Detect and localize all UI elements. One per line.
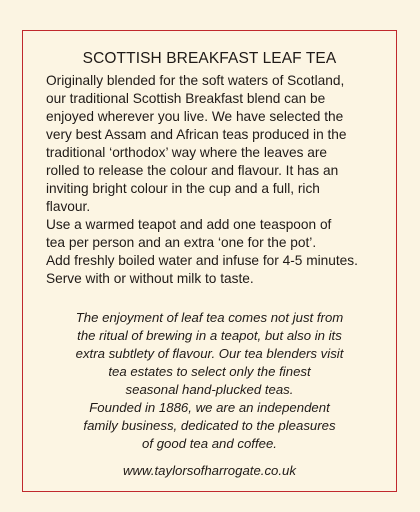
story-line: the ritual of brewing in a teapot, but also in its <box>77 328 342 343</box>
description-line: inviting bright colour in the cup and a full, rich <box>46 181 320 196</box>
instruction-line: tea per person and an extra ‘one for the pot’. <box>46 235 317 250</box>
story-line: seasonal hand-plucked teas. <box>125 382 294 397</box>
description-line: enjoyed wherever you live. We have selected the <box>46 109 344 124</box>
description-line: flavour. <box>46 199 91 214</box>
tea-label-panel <box>22 30 397 492</box>
instruction-line: Add freshly boiled water and infuse for 4-5 minutes. <box>46 253 358 268</box>
story-line: family business, dedicated to the pleasures <box>83 418 336 433</box>
description-line: our traditional Scottish Breakfast blend can be <box>46 91 326 106</box>
description-line: rolled to release the colour and flavour. It has an <box>46 163 339 178</box>
description-line: traditional ‘orthodox’ way where the leaves are <box>46 145 328 160</box>
story-line: extra subtlety of flavour. Our tea blenders visit <box>75 346 344 361</box>
product-title: SCOTTISH BREAKFAST LEAF TEA <box>82 50 337 67</box>
description-line: Originally blended for the soft waters of Scotland, <box>46 73 345 88</box>
description-line: very best Assam and African teas produced in the <box>46 127 347 142</box>
story-line: tea estates to select only the finest <box>108 364 311 379</box>
instruction-line: Use a warmed teapot and add one teaspoon of <box>46 217 332 232</box>
instruction-line: Serve with or without milk to taste. <box>46 271 254 286</box>
story-line: The enjoyment of leaf tea comes not just from <box>75 310 344 325</box>
website-link[interactable]: www.taylorsofharrogate.co.uk <box>123 463 296 478</box>
story-line: Founded in 1886, we are an independent <box>89 400 330 415</box>
story-line: of good tea and coffee. <box>142 436 277 451</box>
